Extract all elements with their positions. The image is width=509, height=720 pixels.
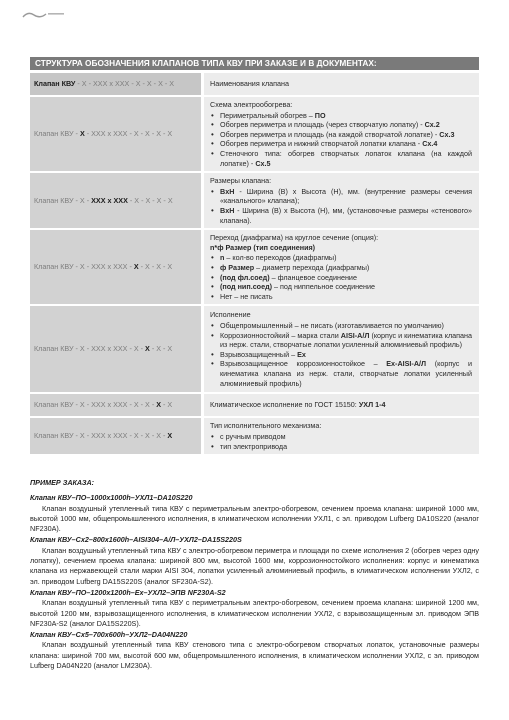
table-row [30, 417, 479, 455]
table-row [30, 305, 479, 393]
item-text: Взрывозащищенный – [220, 349, 298, 359]
example-text: Клапан воздушный утепленный типа КВУ стенового типа с электро-обогревом створчатых лопаток, установочные размеры клапана: шириной 700 мм, высотой 600 мм, общепромышленного исполнения, в климатическом исполнении УХЛ2, с эл. приводом Lufberg DA04N220 (аналог LM230A). [30, 640, 479, 671]
designation-description [203, 393, 480, 417]
code-highlight: XXX x XXX [91, 195, 128, 205]
example-text: Клапан воздушный утепленный типа КВУ с периметральным электро-обогревом, сечением проема клапана: шириной 1200 мм, высотой 1200 мм, взрывозащищенного исполнения, в климатическом исполнении УХЛ2, с взрывозащищенным эл. приводом ЭПВ NF230A-S2 (аналог DA15S220S). [30, 598, 479, 628]
table-row [30, 73, 479, 96]
item-code: (под нип.соед) [220, 282, 273, 292]
code-part: Клапан КВУ - [34, 129, 80, 139]
item-code: Cx.3 [439, 129, 455, 139]
example-text: Клапан воздушный утепленный типа КВУ с электро-обогревом периметра и площади по схеме исполнения 2 (обогрев через одну лопатку), сечением проема клапана: шириной 800 мм, высотой 1600 мм, коррозионностойкого исполнения: корпус и кинематика клапана из нержавеющей стали марки AISI 304, лопатки усиленный алюминиевый профиль, в климатическом исполнении УХЛ2, с эл. приводом Lufberg DA15S220S (аналог SF230A-S2). [30, 545, 479, 586]
list-item [210, 263, 472, 273]
description-title: Тип исполнительного механизма: [210, 421, 322, 431]
list-item [210, 273, 472, 283]
list-item [210, 321, 472, 331]
code-part: - X - X - X [138, 262, 173, 272]
description-title: Исполнение [210, 310, 251, 320]
table-row [30, 229, 479, 305]
list-item [210, 292, 472, 302]
item-text: Климатическое исполнение по ГОСТ 15150: [210, 400, 359, 410]
code-part: - X [161, 400, 173, 410]
code-highlight: X [79, 129, 85, 139]
code-part: - XXX x XXX - X - X - X - X [84, 129, 173, 139]
item-text: Периметральный обогрев – [220, 110, 315, 120]
item-text: с ручным приводом [220, 431, 286, 441]
list-item [210, 149, 472, 168]
item-code: BxH [220, 205, 235, 215]
code-part: Клапан КВУ - X - XXX x XXX - X - X - [34, 400, 157, 410]
description-title: Переход (диафрагма) на круглое сечение (опция): [210, 233, 379, 243]
item-text: (корпус и кинематика клапана из нерж. стали, створчатые лопатки усиленный алюминиевый профиль) [220, 359, 472, 388]
designation-code [30, 73, 203, 96]
item-code: Ex [297, 349, 306, 359]
list-item [210, 350, 472, 360]
item-text: – фланцевое соединение [269, 272, 357, 282]
designation-code [30, 417, 203, 455]
code-part: Клапан КВУ - X - XXX x XXX - X - X - X - [34, 431, 168, 441]
list-item [210, 130, 472, 140]
code-lead: Клапан КВУ [34, 79, 76, 89]
description-title: Схема электрообогрева: [210, 100, 293, 109]
list-item [210, 282, 472, 292]
list-item [210, 139, 472, 149]
table-row [30, 393, 479, 417]
designation-code [30, 96, 203, 172]
list-item [210, 442, 472, 452]
item-text: – диаметр перехода (диафрагмы) [254, 262, 370, 272]
designation-code [30, 172, 203, 229]
description-list [210, 253, 472, 301]
item-text: - Ширина (B) x Высота (H), мм, (установочные размеры «стенового» клапана). [220, 205, 472, 225]
item-text: Нет – не писать [220, 291, 273, 301]
description-list [210, 321, 472, 388]
item-text: Общепромышленный – не писать (изготавливается по умолчанию) [220, 321, 444, 330]
designation-description: Наименования клапана [203, 73, 480, 96]
list-item [210, 206, 472, 225]
item-code: Cx.5 [255, 158, 271, 168]
item-text: – под ниппельное соединение [272, 282, 376, 292]
list-item [210, 253, 472, 263]
brand-logo [22, 9, 66, 19]
order-examples [30, 478, 479, 672]
code-part: Клапан КВУ - X - XXX x XXX - X - [34, 344, 146, 354]
item-text: тип электропривода [220, 441, 288, 451]
designation-description [203, 305, 480, 393]
designation-structure-table [30, 73, 479, 456]
designation-description [203, 96, 480, 172]
code-highlight: X [156, 400, 162, 410]
designation-description [203, 229, 480, 305]
list-item [210, 120, 472, 130]
item-code: Ex-AISI-А/Л [386, 359, 427, 369]
table-row [30, 172, 479, 229]
list-item [210, 432, 472, 442]
designation-code [30, 305, 203, 393]
description-title: Размеры клапана: [210, 176, 272, 186]
item-text: (корпус и кинематика клапана из нерж. стали, створчатые лопатки усиленный алюминиевый профиль) [220, 330, 473, 350]
code-part: Клапан КВУ - X - XXX x XXX - [34, 262, 134, 272]
example-code: Клапан КВУ–ПО–1200х1200h–Ex–УХЛ2–ЭПВ NF230A-S2 [30, 587, 226, 597]
item-text: Обогрев периметра и площадь (на каждой створчатой лопатке) - [220, 129, 440, 139]
table-row [30, 96, 479, 172]
section-header: СТРУКТУРА ОБОЗНАЧЕНИЯ КЛАПАНОВ ТИПА КВУ ПРИ ЗАКАЗЕ И В ДОКУМЕНТАХ: [30, 57, 479, 70]
designation-code [30, 229, 203, 305]
description-list [210, 432, 472, 451]
examples-title: ПРИМЕР ЗАКАЗА: [30, 478, 95, 487]
item-code: n [220, 253, 225, 263]
item-text: Обогрев периметра и нижний створчатой лопатки клапана - [220, 139, 423, 149]
item-code: Cx.4 [422, 139, 438, 149]
list-item [210, 359, 472, 388]
description-subtitle: n*ф Размер (тип соединения) [210, 242, 316, 252]
list-item [210, 111, 472, 121]
code-highlight: X [167, 431, 173, 441]
example-code: Клапан КВУ–Сх2–800х1600h–AISI304–А/Л–УХЛ2–DA15S220S [30, 535, 242, 545]
designation-description [203, 417, 480, 455]
item-text: Взрывозащищенное коррозионностойкое – [220, 359, 387, 369]
example-code: Клапан КВУ–ПО–1000х1000h–УХЛ1–DA10S220 [30, 493, 193, 503]
item-text: – кол-во переходов (диафрагмы) [224, 253, 337, 263]
item-text: Стеночного типа: обогрев створчатых лопаток клапана (на каждой лопатке) - [220, 148, 472, 168]
code-highlight: X [145, 344, 150, 354]
item-code: BxH [220, 186, 235, 196]
item-code: УХЛ 1-4 [358, 400, 386, 410]
code-rest: - X - XXX x XXX - X - X - X - X [75, 79, 175, 89]
item-code: Cx.2 [424, 120, 440, 130]
example-text: Клапан воздушный утепленный типа КВУ с периметральным электро-обогревом, сечением проема клапана: шириной 1000 мм, высотой 1000 мм, общепромышленного исполнения, в климатическом исполнении УХЛ1, с эл. приводом Lufberg DA10S220 (аналог NF230A). [30, 503, 479, 534]
example-code: Клапан КВУ–Сх5–700х600h–УХЛ2–DA04N220 [30, 630, 188, 640]
code-part: - X - X - X - X [127, 195, 173, 205]
item-text: Обогрев периметра и площадь (через створчатую лопатку) - [220, 120, 425, 130]
code-part: Клапан КВУ - X - [34, 195, 92, 205]
item-text: - Ширина (B) x Высота (H), мм. (внутренние размеры сечения «канального» клапана); [220, 186, 472, 206]
description-list [210, 111, 472, 169]
code-part: - X - X [149, 344, 173, 354]
item-code: (под фл.соед) [220, 272, 270, 282]
designation-description [203, 172, 480, 229]
designation-code [30, 393, 203, 417]
item-code: ПО [314, 110, 326, 120]
item-code: ф Размер [220, 262, 255, 272]
code-highlight: X [133, 262, 139, 272]
description-list [210, 187, 472, 225]
list-item [210, 187, 472, 206]
item-code: AISI-А/Л [340, 330, 370, 340]
item-text: Коррозионностойкий – марка стали [220, 330, 341, 340]
list-item [210, 331, 472, 350]
